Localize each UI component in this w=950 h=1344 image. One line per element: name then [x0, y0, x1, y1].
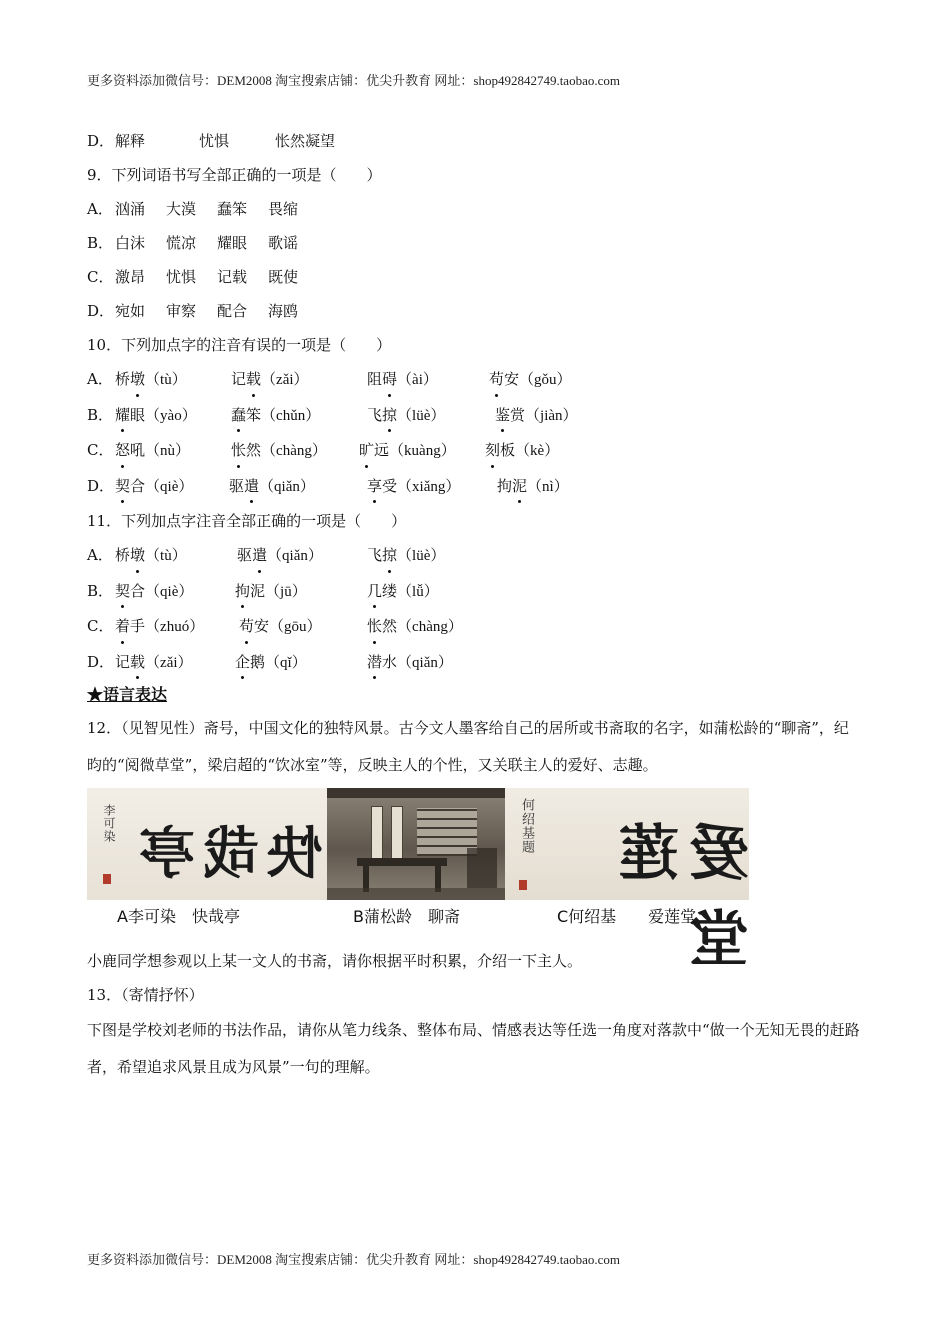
q9-option-c: C． 激昂 忧惧 记载 既使 — [87, 268, 299, 286]
pinyin-item: 拘泥（jū） — [235, 574, 367, 611]
pinyin-item: 飞掠（lüè） — [367, 538, 445, 575]
q9-stem: 9．下列词语书写全部正确的一项是（ ） — [87, 166, 382, 184]
caption-c: C何绍基 爱莲堂 — [557, 907, 697, 926]
page-header: 更多资料添加微信号：DEM2008 淘宝搜索店铺：优尖升教育 网址：shop492842749.taobao.com — [87, 73, 620, 88]
pinyin-item: 驱遣（qiǎn） — [237, 538, 367, 575]
chair — [467, 848, 497, 888]
pinyin-item: 鉴赏（jiàn） — [495, 398, 578, 435]
page-footer: 更多资料添加微信号：DEM2008 淘宝搜索店铺：优尖升教育 网址：shop492842749.taobao.com — [87, 1252, 620, 1267]
pinyin-item: 桥墩（tù） — [115, 538, 237, 575]
q11-stem: 11．下列加点字注音全部正确的一项是（ ） — [87, 512, 407, 530]
q10-option-b: B． 耀眼（yào） 蠢笨（chǔn） 飞掠（lüè） 鉴赏（jiàn） — [87, 398, 862, 434]
pinyin-item: 几缕（lǚ） — [367, 574, 439, 611]
pinyin-item: 刻板（kè） — [485, 433, 559, 470]
section-title: ★语言表达 — [87, 685, 168, 704]
calligraphy-text-c: 爱莲堂 — [609, 819, 749, 975]
hanging-scroll — [371, 806, 383, 860]
pinyin-item: 享受（xiǎng） — [367, 469, 497, 506]
pinyin-item: 拘泥（nì） — [497, 469, 569, 506]
pinyin-item: 契合（qiè） — [115, 574, 235, 611]
pinyin-item: 蠢笨（chǔn） — [231, 398, 367, 435]
q11-option-b: B． 契合（qiè） 拘泥（jū） 几缕（lǚ） — [87, 574, 862, 610]
q9-option-a: A． 汹涌 大漠 蠢笨 畏缩 — [87, 200, 299, 218]
caption-a: A李可染 快哉亭 — [117, 907, 240, 926]
page-content — [87, 124, 862, 1086]
q11-option-a: A． 桥墩（tù） 驱遣（qiǎn） 飞掠（lüè） — [87, 538, 862, 574]
pinyin-item: 企鹅（qǐ） — [235, 645, 367, 682]
signature-a: 李可染 — [102, 804, 116, 843]
pinyin-item: 旷远（kuàng） — [359, 433, 485, 470]
pinyin-item: 记载（zǎi） — [115, 645, 235, 682]
pinyin-item: 驱遣（qiǎn） — [229, 469, 367, 506]
pinyin-item: 潜水（qiǎn） — [367, 645, 453, 682]
q12-prompt: 小鹿同学想参观以上某一文人的书斋，请你根据平时积累，介绍一下主人。 — [87, 952, 583, 970]
pinyin-item: 记载（zǎi） — [231, 362, 367, 399]
q11-option-c: C． 着手（zhuó） 苟安（gōu） 怅然（chàng） — [87, 609, 862, 645]
pinyin-item: 着手（zhuó） — [115, 609, 239, 646]
q10-option-a: A． 桥墩（tù） 记载（zǎi） 阻碍（ài） 苟安（gǒu） — [87, 362, 862, 398]
q8-option-d: D．解释 忧惧 怅然凝望 — [87, 132, 336, 150]
q9-option-d: D．宛如 审察 配合 海鸥 — [87, 302, 299, 320]
seal-stamp — [519, 880, 527, 890]
hanging-scroll — [391, 806, 403, 860]
q12-stem: 12．（见智见性）斋号，中国文化的独特风景。古今文人墨客给自己的居所或书斋取的名字，如蒲松龄的“聊斋”，纪昀的“阅微草堂”，梁启超的“饮冰室”等，反映主人的个性，又关联主人的爱好、志趣。 — [87, 719, 849, 774]
caption-b: B蒲松龄 聊斋 — [353, 907, 460, 926]
study-room-photo — [327, 788, 505, 900]
q10-option-d: D．契合（qiè） 驱遣（qiǎn） 享受（xiǎng） 拘泥（nì） — [87, 469, 862, 505]
pinyin-item: 契合（qiè） — [115, 469, 229, 506]
pinyin-item: 耀眼（yào） — [115, 398, 231, 435]
signature-c: 何绍基题 — [519, 798, 534, 854]
pinyin-item: 怅然（chàng） — [367, 609, 463, 646]
desk — [357, 858, 447, 866]
pinyin-item: 怅然（chàng） — [231, 433, 359, 470]
pinyin-item: 桥墩（tù） — [115, 362, 231, 399]
pinyin-item: 怒吼（nù） — [115, 433, 231, 470]
q13-stem: 13．（寄情抒怀） — [87, 986, 204, 1004]
q13-body: 下图是学校刘老师的书法作品，请你从笔力线条、整体布局、情感表达等任选一角度对落款中“做一个无知无畏的赶路者，希望追求风景且成为风景”一句的理解。 — [87, 1021, 860, 1076]
seal-stamp — [103, 874, 111, 884]
calligraphy-image-a — [87, 788, 327, 900]
q9-option-b: B． 白沫 慌凉 耀眼 歌谣 — [87, 234, 299, 252]
pinyin-item: 苟安（gǒu） — [489, 362, 572, 399]
q11-option-d: D．记载（zǎi） 企鹅（qǐ） 潜水（qiǎn） — [87, 645, 862, 681]
pinyin-item: 飞掠（lüè） — [367, 398, 495, 435]
q10-stem: 10．下列加点字的注音有误的一项是（ ） — [87, 336, 392, 354]
q10-option-c: C． 怒吼（nù） 怅然（chàng） 旷远（kuàng） 刻板（kè） — [87, 433, 862, 469]
pinyin-item: 阻碍（ài） — [367, 362, 489, 399]
pinyin-item: 苟安（gōu） — [239, 609, 367, 646]
calligraphy-text-a: 快哉亭 — [131, 821, 323, 887]
